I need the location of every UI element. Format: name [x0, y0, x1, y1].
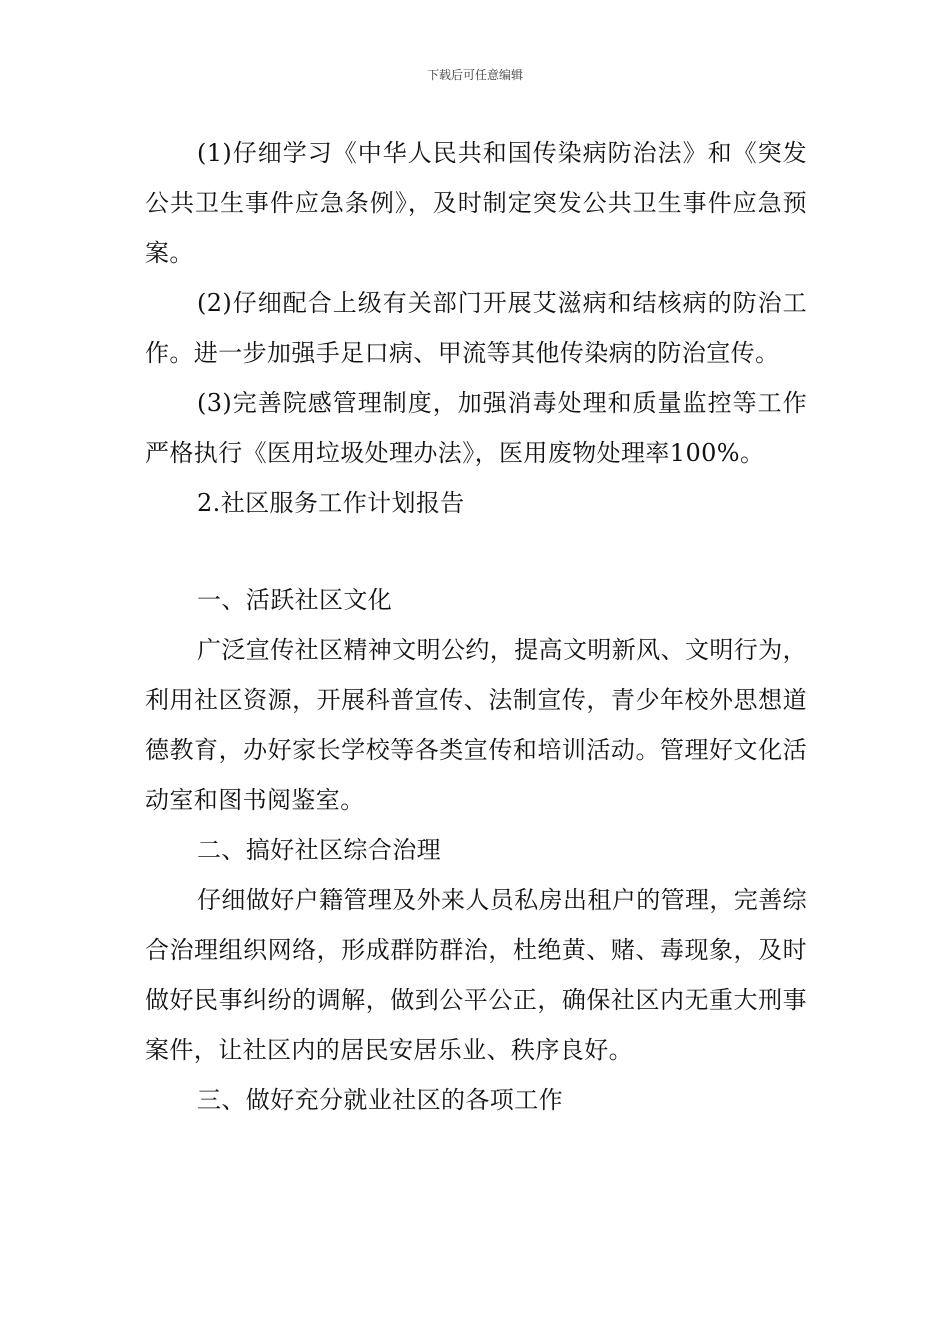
document-body [145, 128, 807, 1125]
paragraph-5: 仔细做好户籍管理及外来人员私房出租户的管理，完善综合治理组织网络，形成群防群治，杜绝黄、赌、毒现象，及时做好民事纠纷的调解，做到公平公正，确保社区内无重大刑事案件，让社区内的居民安居乐业、秩序良好。 [145, 886, 807, 1064]
subheading-1: 一、活跃社区文化 [197, 586, 393, 614]
paragraph-3: (3)完善院感管理制度，加强消毒处理和质量监控等工作严格执行《医用垃圾处理办法》，医用废物处理率100%。 [145, 389, 807, 467]
paragraph-2: (2)仔细配合上级有关部门开展艾滋病和结核病的防治工作。进一步加强手足口病、甲流等其他传染病的防治宣传。 [145, 289, 807, 367]
paragraph-4: 广泛宣传社区精神文明公约，提高文明新风、文明行为，利用社区资源，开展科普宣传、法制宣传，青少年校外思想道德教育，办好家长学校等各类宣传和培训活动。管理好文化活动室和图书阅鉴室。 [145, 636, 807, 814]
blank-line [145, 528, 807, 575]
page-header: 下载后可任意编辑 [426, 68, 523, 82]
section-title: 2.社区服务工作计划报告 [197, 489, 465, 517]
paragraph-1: (1)仔细学习《中华人民共和国传染病防治法》和《突发公共卫生事件应急条例》，及时制定突发公共卫生事件应急预案。 [145, 139, 807, 267]
subheading-3: 三、做好充分就业社区的各项工作 [197, 1086, 563, 1114]
subheading-2: 二、搞好社区综合治理 [197, 836, 441, 864]
